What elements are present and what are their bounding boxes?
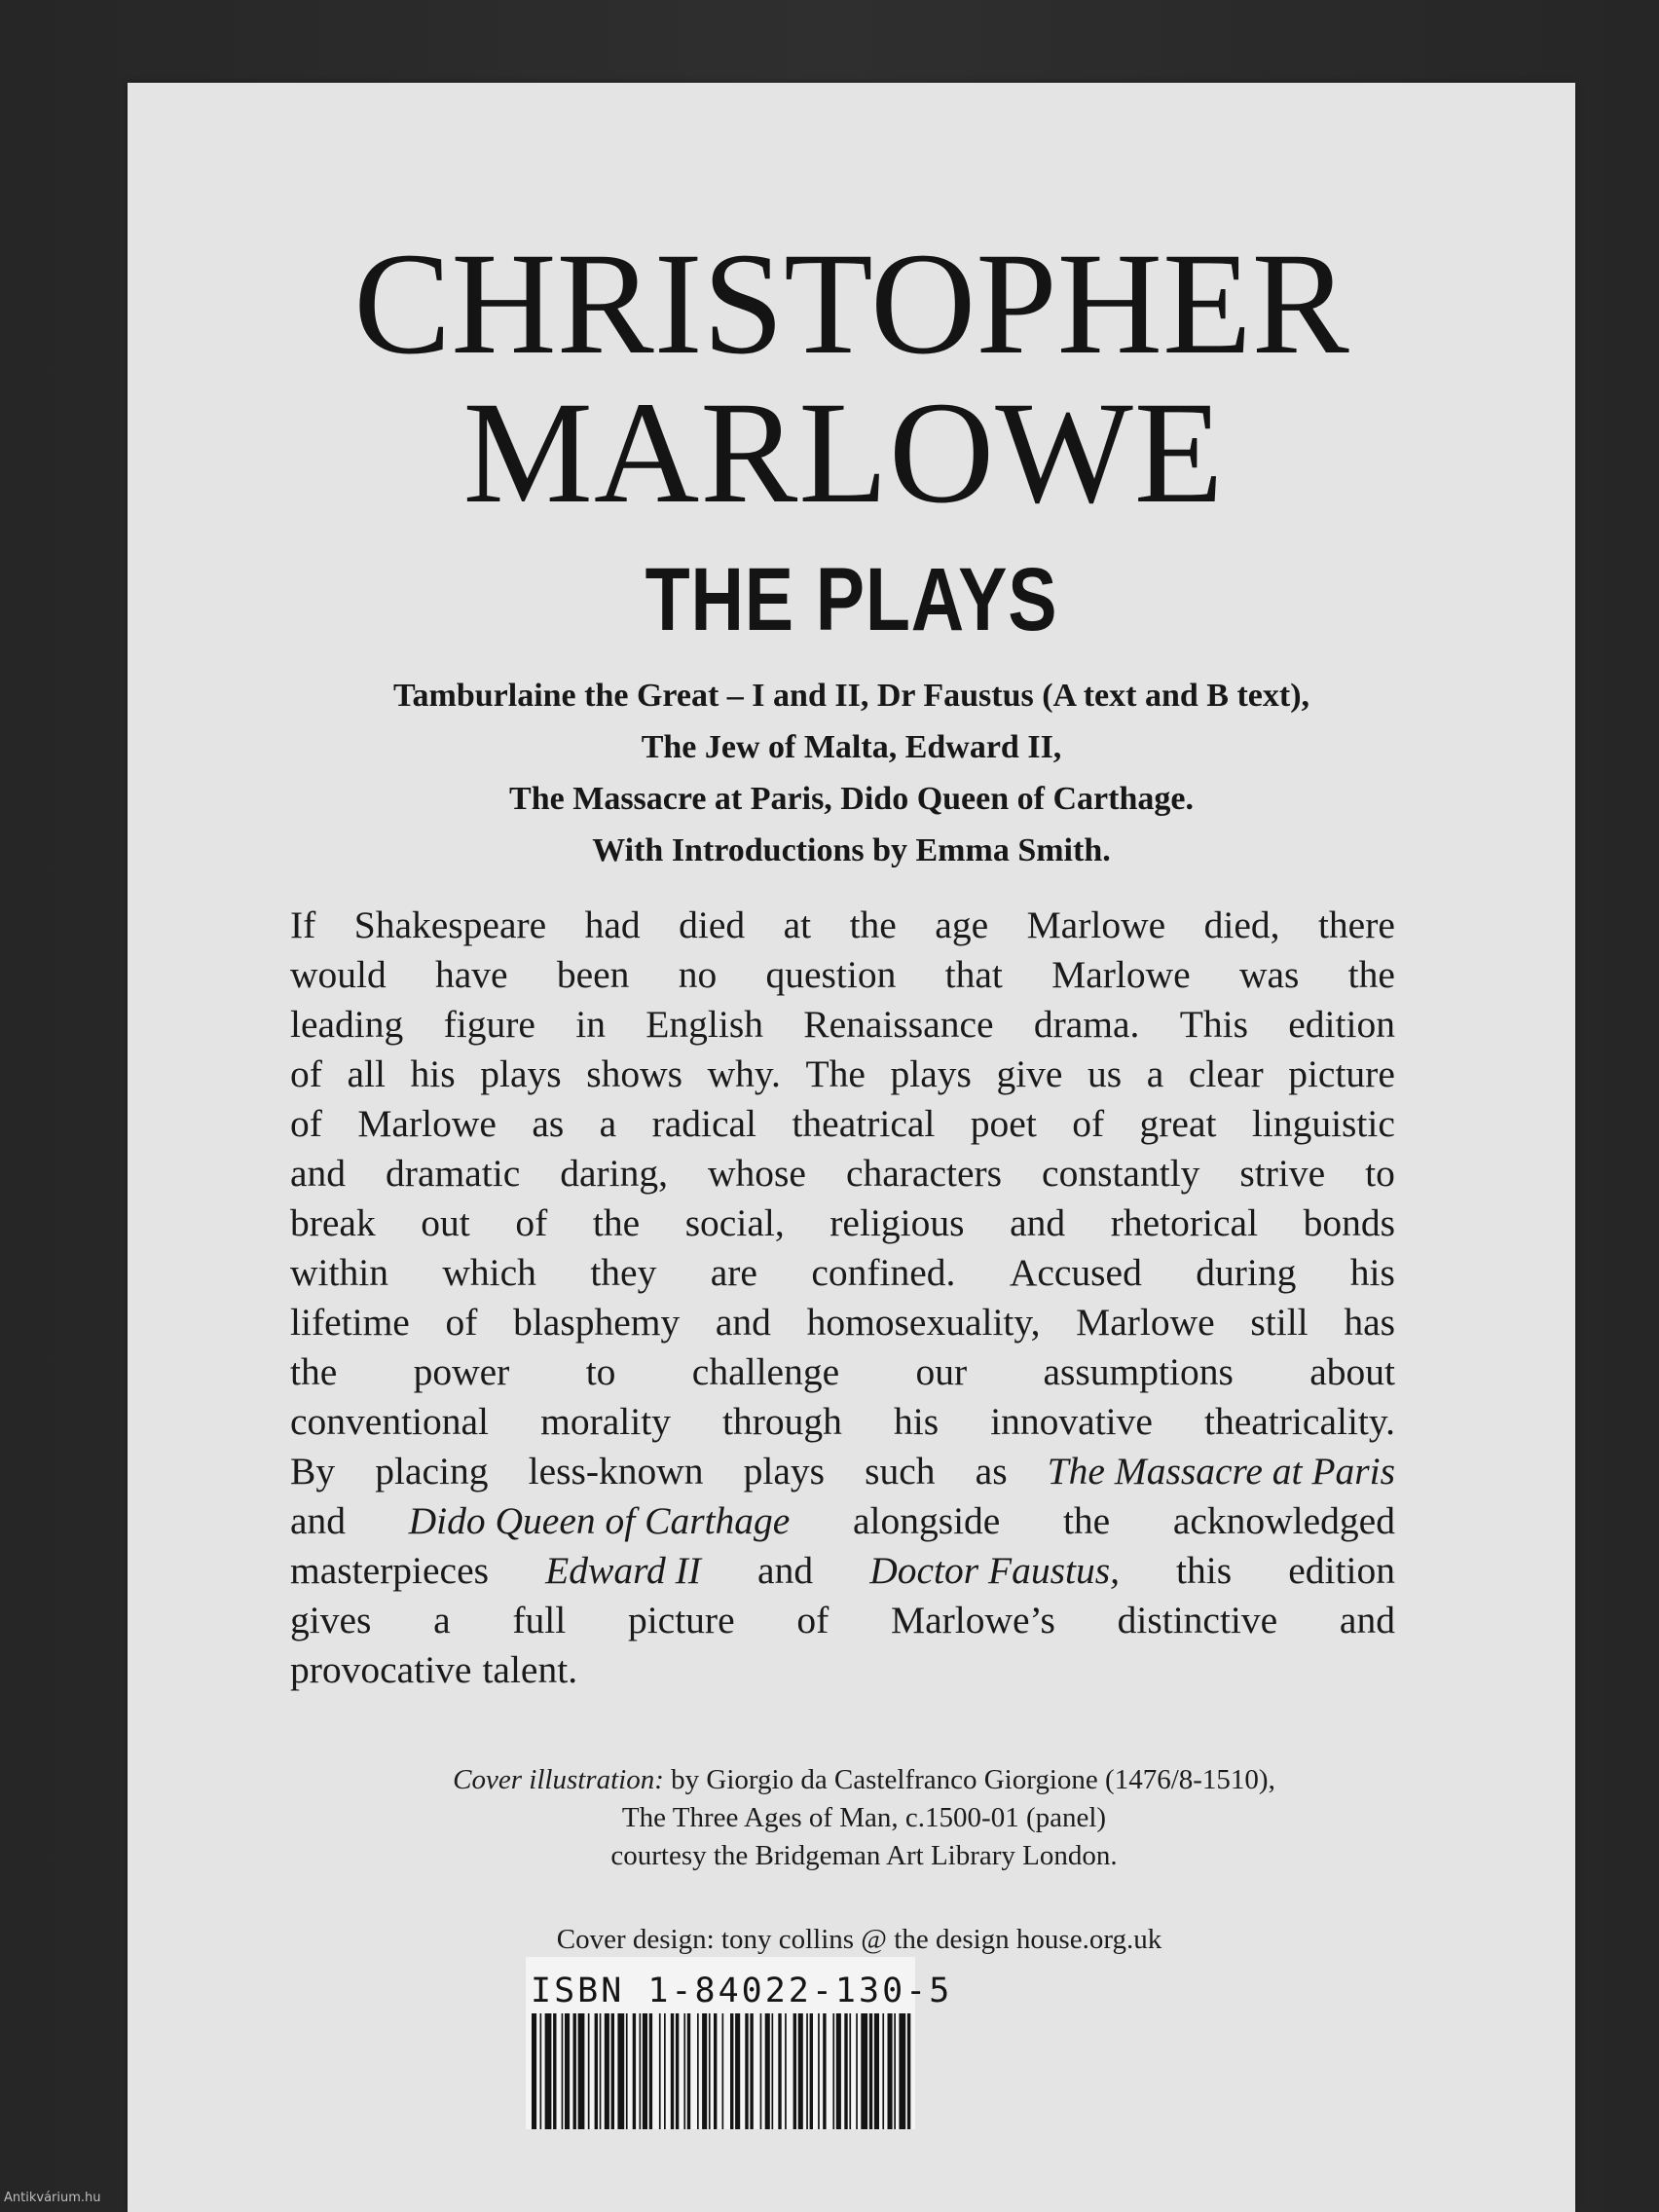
- painting-line: The Three Ages of Man, c.1500-01 (panel): [621, 1802, 1107, 1833]
- blurb-word: within: [290, 1251, 388, 1294]
- barcode-bar: [553, 2013, 556, 2129]
- blurb-word: the: [592, 1201, 641, 1244]
- blurb-word: of: [290, 1102, 322, 1145]
- blurb-word: Marlowe: [1076, 1301, 1215, 1344]
- blurb-word: assumptions: [1043, 1350, 1234, 1393]
- blurb-word: and: [757, 1549, 814, 1592]
- blurb-line: [290, 1099, 1395, 1149]
- blurb-word: If: [290, 903, 316, 946]
- blurb-word: have: [435, 953, 508, 996]
- barcode-bar: [659, 2013, 661, 2129]
- illustration-credit-line: [140, 1761, 1575, 1799]
- blurb-word: confined.: [811, 1251, 956, 1294]
- blurb-word: poet: [970, 1102, 1037, 1145]
- blurb-line: [290, 1248, 1395, 1298]
- barcode-bar: [617, 2013, 624, 2129]
- blurb-line: [290, 1298, 1395, 1347]
- barcode-bar: [735, 2013, 740, 2129]
- blurb-word: morality: [540, 1400, 671, 1443]
- barcode-bar: [626, 2013, 628, 2129]
- blurb-word: and: [1010, 1201, 1066, 1244]
- barcode-bar: [595, 2013, 598, 2129]
- blurb-word: rhetorical: [1110, 1201, 1259, 1244]
- blurb-word: full: [512, 1599, 567, 1641]
- blurb-italic-title: [869, 1546, 1120, 1596]
- blurb-word: social,: [684, 1201, 785, 1244]
- author-name-first-line: CHRISTOPHER: [353, 223, 1349, 385]
- blurb-word: blasphemy: [513, 1301, 681, 1344]
- contents-line: With Introductions by Emma Smith.: [592, 832, 1111, 868]
- blurb-word: provocative: [290, 1648, 472, 1691]
- barcode-bar: [545, 2013, 552, 2129]
- blurb-word: great: [1139, 1102, 1217, 1145]
- italic-text: The Massacre at Paris: [1047, 1450, 1395, 1493]
- isbn-number: ISBN 1-84022-130-5: [531, 1972, 953, 2010]
- blurb-word: question: [765, 953, 897, 996]
- barcode-bar: [750, 2013, 753, 2129]
- barcode-bar: [578, 2013, 585, 2129]
- blurb-word: about: [1309, 1350, 1395, 1393]
- blurb-word: theatricality.: [1204, 1400, 1395, 1443]
- blurb-word: the: [849, 903, 897, 946]
- barcode-bar: [869, 2013, 872, 2129]
- blurb-word: picture: [1288, 1052, 1395, 1095]
- blurb-word: English: [645, 1003, 763, 1046]
- barcode-bar: [861, 2013, 867, 2129]
- barcode-bar: [702, 2013, 707, 2129]
- blurb-word: Marlowe’s: [890, 1599, 1055, 1641]
- blurb-word: daring,: [560, 1152, 669, 1195]
- blurb-line: [290, 901, 1395, 950]
- barcode-bar: [832, 2013, 834, 2129]
- blurb-word: This: [1179, 1003, 1248, 1046]
- cover-design-credit: Cover design: tony collins @ the design house.org.uk: [556, 1924, 1162, 1955]
- blurb-word: homosexuality,: [806, 1301, 1041, 1344]
- barcode-bar: [540, 2013, 542, 2129]
- blurb-word: a: [599, 1102, 617, 1145]
- blurb-word: would: [290, 953, 387, 996]
- blurb-line: [290, 1447, 1395, 1496]
- blurb-word: religious: [830, 1201, 965, 1244]
- blurb-word: linguistic: [1251, 1102, 1395, 1145]
- blurb-word: and: [715, 1301, 771, 1344]
- blurb-word: challenge: [691, 1350, 840, 1393]
- blurb-word: as: [975, 1450, 1008, 1493]
- blurb-italic-title: [1048, 1447, 1395, 1496]
- blurb-word: dramatic: [386, 1152, 521, 1195]
- contents-line: Tamburlaine the Great – I and II, Dr Faustus (A text and B text),: [392, 678, 1310, 714]
- book-title: THE PLAYS: [645, 550, 1058, 649]
- contents-line: The Massacre at Paris, Dido Queen of Carthage.: [509, 781, 1194, 817]
- barcode-bar: [818, 2013, 820, 2129]
- barcode-bar: [605, 2013, 609, 2129]
- cover-illustration-credit: [140, 1761, 1575, 1875]
- blurb-paragraph: [290, 901, 1395, 1695]
- blurb-line: [290, 1496, 1395, 1546]
- blurb-word: the: [1062, 1499, 1111, 1542]
- barcode-bar: [745, 2013, 748, 2129]
- blurb-line: [290, 1149, 1395, 1198]
- blurb-word: the: [290, 1350, 338, 1393]
- blurb-word: all: [347, 1052, 386, 1095]
- barcode-bar: [793, 2013, 796, 2129]
- barcode-bar: [899, 2013, 905, 2129]
- blurb-word: less-known: [528, 1450, 704, 1493]
- barcode-bar: [888, 2013, 893, 2129]
- barcode-bar: [856, 2013, 858, 2129]
- barcode-bar: [633, 2013, 636, 2129]
- blurb-word: leading: [290, 1003, 404, 1046]
- barcode-bar: [882, 2013, 884, 2129]
- blurb-word: plays: [890, 1052, 972, 1095]
- blurb-word: his: [1349, 1251, 1395, 1294]
- blurb-word: strive: [1239, 1152, 1326, 1195]
- blurb-word: and: [1339, 1599, 1395, 1641]
- blurb-word: power: [413, 1350, 510, 1393]
- blurb-word: placing: [375, 1450, 489, 1493]
- barcode-bar: [600, 2013, 602, 2129]
- blurb-word: Marlowe: [1051, 953, 1191, 996]
- italic-text: Edward II: [545, 1549, 701, 1592]
- barcode-bar: [649, 2013, 652, 2129]
- blurb-line: [290, 1050, 1395, 1099]
- barcode-bar: [849, 2013, 851, 2129]
- blurb-word: constantly: [1042, 1152, 1200, 1195]
- barcode-bar: [643, 2013, 647, 2129]
- barcode-bar: [687, 2013, 690, 2129]
- barcode-bar: [760, 2013, 762, 2129]
- blurb-word: innovative: [990, 1400, 1153, 1443]
- blurb-line: [290, 1000, 1395, 1050]
- blurb-word: still: [1250, 1301, 1309, 1344]
- barcode-bar: [772, 2013, 774, 2129]
- blurb-word: Marlowe: [1026, 903, 1166, 946]
- blurb-word: such: [865, 1450, 936, 1493]
- barcode-bar: [765, 2013, 770, 2129]
- barcode-bar: [874, 2013, 879, 2129]
- blurb-word: clear: [1188, 1052, 1264, 1095]
- blurb-word: which: [442, 1251, 536, 1294]
- blurb-word: had: [584, 903, 641, 946]
- blurb-word: and: [290, 1152, 347, 1195]
- blurb-word: in: [575, 1003, 606, 1046]
- blurb-word: a: [1146, 1052, 1164, 1095]
- courtesy-line: courtesy the Bridgeman Art Library London.: [610, 1840, 1118, 1871]
- blurb-word: talent.: [482, 1648, 578, 1691]
- blurb-word: died: [679, 903, 746, 946]
- blurb-word: been: [556, 953, 630, 996]
- blurb-word: plays: [743, 1450, 826, 1493]
- blurb-word: died,: [1203, 903, 1280, 946]
- blurb-word: radical: [651, 1102, 757, 1145]
- blurb-line: [290, 1596, 1395, 1645]
- blurb-word: at: [783, 903, 812, 946]
- author-name-second-line: MARLOWE: [462, 372, 1225, 534]
- blurb-word: they: [590, 1251, 657, 1294]
- blurb-word: us: [1088, 1052, 1123, 1095]
- blurb-word: his: [894, 1400, 940, 1443]
- blurb-word: shows: [586, 1052, 682, 1095]
- blurb-word: why.: [707, 1052, 781, 1095]
- blurb-word: Marlowe: [357, 1102, 497, 1145]
- blurb-word: characters: [845, 1152, 1003, 1195]
- barcode-bar: [709, 2013, 711, 2129]
- contents-list: [128, 670, 1575, 876]
- italic-text: Dido Queen of Carthage: [408, 1499, 791, 1542]
- barcode-bar: [836, 2013, 841, 2129]
- barcode-bar: [823, 2013, 826, 2129]
- blurb-line: [290, 1198, 1395, 1248]
- barcode-bar: [562, 2013, 564, 2129]
- book-back-cover: [128, 83, 1575, 2212]
- blurb-word: edition: [1288, 1003, 1395, 1046]
- blurb-line: [290, 1546, 1395, 1596]
- barcode-bar: [730, 2013, 733, 2129]
- barcode-bar: [714, 2013, 717, 2129]
- blurb-word: break: [290, 1201, 376, 1244]
- barcode-bar: [785, 2013, 787, 2129]
- blurb-word: bonds: [1303, 1201, 1395, 1244]
- blurb-word: edition: [1288, 1549, 1395, 1592]
- blurb-word: that: [944, 953, 1003, 996]
- barcode-bar: [588, 2013, 590, 2129]
- blurb-word: masterpieces: [290, 1549, 489, 1592]
- blurb-word: of: [1072, 1102, 1105, 1145]
- blurb-word: whose: [708, 1152, 806, 1195]
- blurb-italic-title: [545, 1546, 701, 1596]
- contents-line: The Jew of Malta, Edward II,: [641, 729, 1062, 765]
- barcode-bar: [778, 2013, 781, 2129]
- blurb-word: give: [996, 1052, 1063, 1095]
- blurb-word: acknowledged: [1172, 1499, 1395, 1542]
- blurb-word: of: [290, 1052, 322, 1095]
- watermark-text: Antikvárium.hu: [4, 2191, 101, 2205]
- blurb-word: a: [433, 1599, 451, 1641]
- blurb-word: has: [1344, 1301, 1395, 1344]
- blurb-word: through: [722, 1400, 842, 1443]
- barcode-bar: [664, 2013, 666, 2129]
- blurb-word: no: [678, 953, 718, 996]
- barcode-bar: [806, 2013, 808, 2129]
- blurb-word: out: [421, 1201, 470, 1244]
- blurb-word: conventional: [290, 1400, 490, 1443]
- blurb-word: to: [1365, 1152, 1395, 1195]
- blurb-word: to: [585, 1350, 616, 1393]
- blurb-word: distinctive: [1117, 1599, 1278, 1641]
- barcode-bar: [611, 2013, 614, 2129]
- blurb-word: our: [915, 1350, 968, 1393]
- barcode-bar: [810, 2013, 813, 2129]
- illustration-artist: by Giorgio da Castelfranco Giorgione (1476/8-1510),: [663, 1764, 1275, 1795]
- barcode-bar: [676, 2013, 679, 2129]
- barcode-bar: [573, 2013, 576, 2129]
- blurb-word: are: [710, 1251, 757, 1294]
- blurb-word: the: [1347, 953, 1395, 996]
- blurb-word: was: [1238, 953, 1300, 996]
- blurb-word: Renaissance: [803, 1003, 994, 1046]
- blurb-word: The: [805, 1052, 866, 1095]
- barcode-bar: [722, 2013, 724, 2129]
- blurb-word: of: [445, 1301, 478, 1344]
- blurb-word: Accused: [1009, 1251, 1142, 1294]
- blurb-line: [290, 1645, 1395, 1695]
- barcode-bar: [697, 2013, 699, 2129]
- blurb-word: alongside: [852, 1499, 1001, 1542]
- italic-text: Doctor Faustus,: [869, 1549, 1120, 1592]
- blurb-line: [290, 1397, 1395, 1447]
- barcode-bar: [565, 2013, 570, 2129]
- barcode-bar: [798, 2013, 803, 2129]
- illustration-label: Cover illustration:: [453, 1764, 664, 1795]
- blurb-line: [290, 1347, 1395, 1397]
- blurb-word: of: [796, 1599, 830, 1641]
- blurb-word: his: [410, 1052, 456, 1095]
- blurb-word: plays: [480, 1052, 562, 1095]
- barcode-bar: [671, 2013, 674, 2129]
- blurb-word: age: [935, 903, 989, 946]
- blurb-word: during: [1196, 1251, 1297, 1294]
- barcode-bar: [640, 2013, 642, 2129]
- barcode-bar: [532, 2013, 536, 2129]
- barcode-bar: [894, 2013, 896, 2129]
- barcode-image: [532, 2013, 911, 2129]
- blurb-line: [290, 950, 1395, 1000]
- blurb-word: of: [515, 1201, 548, 1244]
- blurb-word: theatrical: [792, 1102, 936, 1145]
- blurb-word: By: [290, 1450, 336, 1493]
- barcode-bar: [907, 2013, 910, 2129]
- blurb-word: drama.: [1033, 1003, 1140, 1046]
- blurb-word: gives: [290, 1599, 372, 1641]
- blurb-word: this: [1176, 1549, 1233, 1592]
- blurb-word: there: [1317, 903, 1395, 946]
- barcode-bar: [844, 2013, 847, 2129]
- blurb-word: figure: [443, 1003, 535, 1046]
- barcode-bar: [683, 2013, 685, 2129]
- blurb-word: and: [290, 1499, 347, 1542]
- blurb-word: lifetime: [290, 1301, 410, 1344]
- blurb-word: Shakespeare: [353, 903, 547, 946]
- blurb-word: as: [532, 1102, 565, 1145]
- blurb-italic-title: [409, 1496, 791, 1546]
- blurb-word: picture: [627, 1599, 735, 1641]
